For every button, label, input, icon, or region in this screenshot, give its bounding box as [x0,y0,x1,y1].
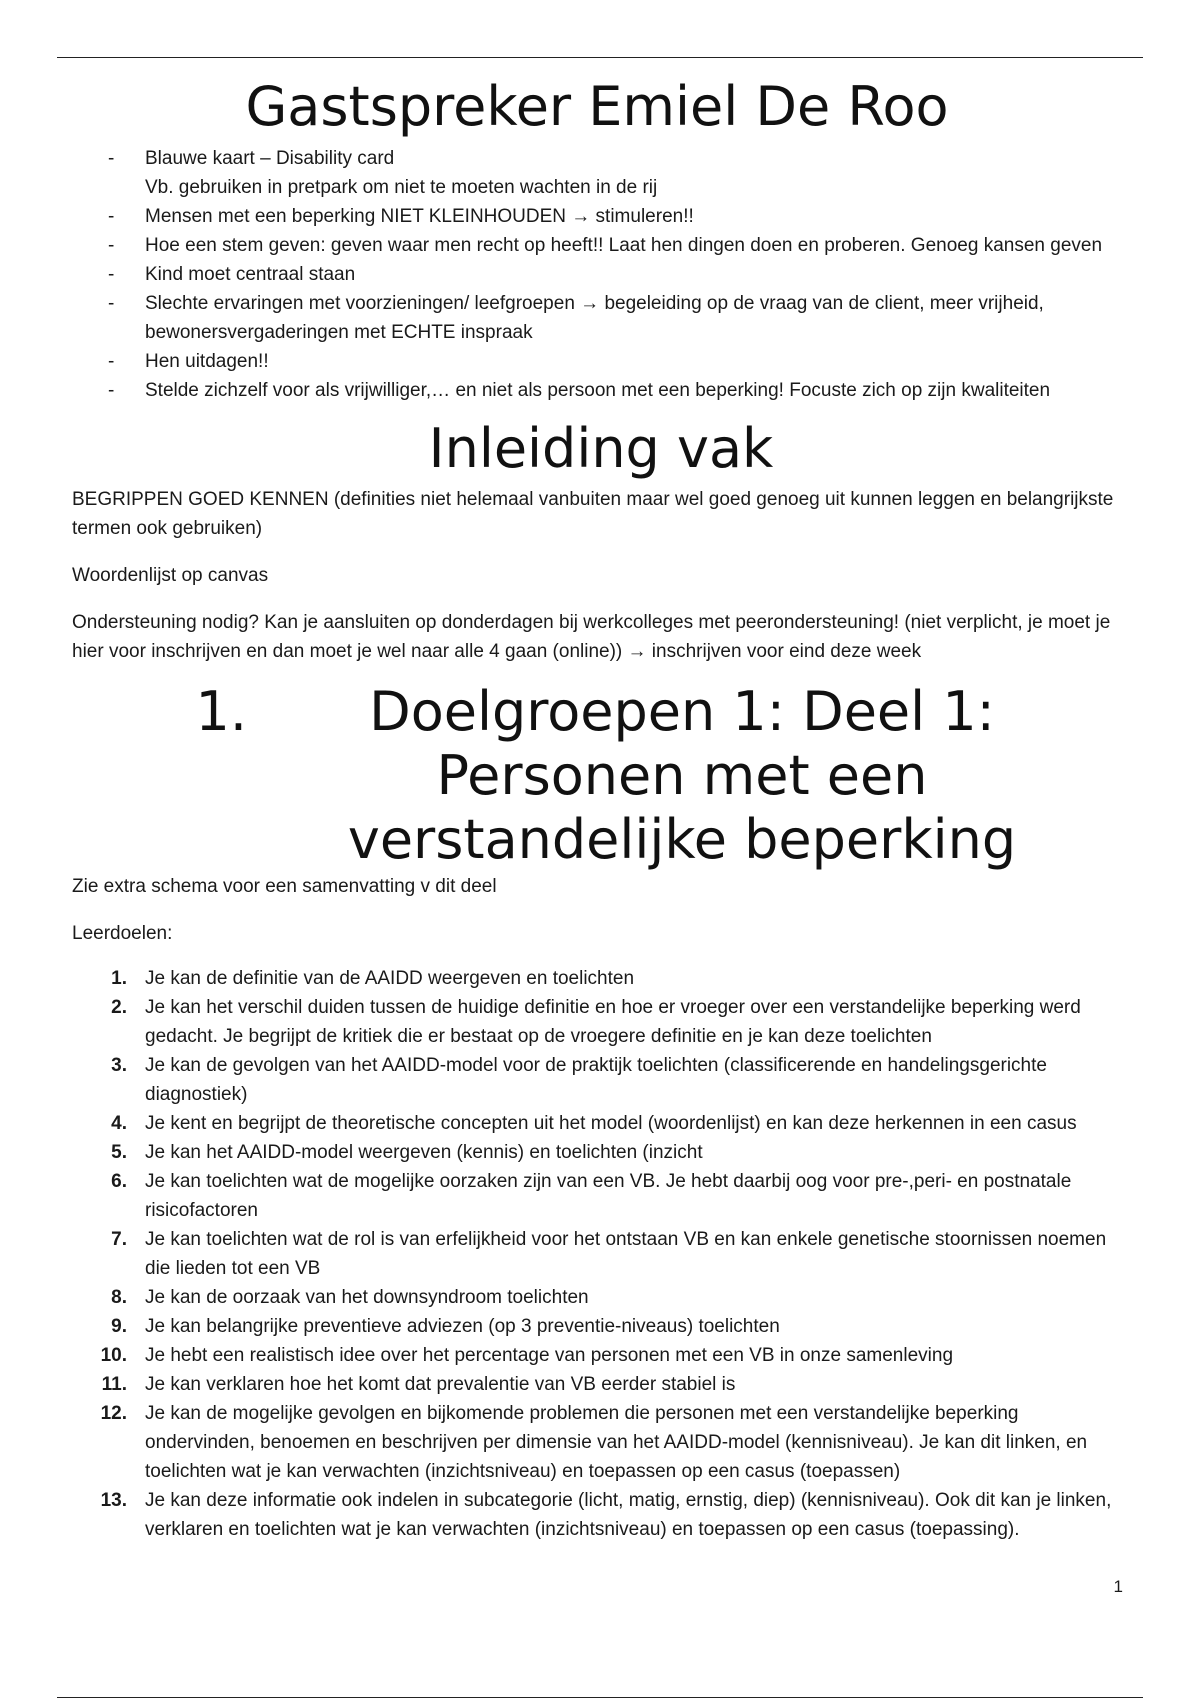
goal-item: 3. Je kan de gevolgen van het AAIDD-model voor de praktijk toelichten (classificerende en handelingsgerichte diagnostiek) [111,1055,1047,1105]
paragraph-woordenlijst: Woordenlijst op canvas [72,565,269,586]
goal-item: 5. Je kan het AAIDD-model weergeven (kennis) en toelichten (inzicht [111,1142,703,1163]
goal-item: 9. Je kan belangrijke preventieve adviezen (op 3 preventie-niveaus) toelichten [111,1316,780,1337]
bullet-item: - Blauwe kaart – Disability card Vb. gebruiken in pretpark om niet te moeten wachten in de rij [72,144,1130,202]
paragraph-ondersteuning: Ondersteuning nodig? Kan je aansluiten op donderdagen bij werkcolleges met peerondersteuning! (niet verplicht, je moet je hier voor inschrijven en dan moet je wel naar alle 4 gaan (online)) → inschrijven voor eind deze week [72,612,1111,662]
goal-item: 12. Je kan de mogelijke gevolgen en bijkomende problemen die personen met een verstandelijke beperking ondervinden, benoemen en beschrijven per dimensie van het AAIDD-model (kennisniveau). Je kan dit linken, en toelichten wat je kan verwachten (inzichtsniveau) en toepassen op een casus (toepassen) [100,1403,1088,1482]
goal-item: 11. Je kan verklaren hoe het komt dat prevalentie van VB eerder stabiel is [101,1374,736,1395]
goal-item: 6. Je kan toelichten wat de mogelijke oorzaken zijn van een VB. Je hebt daarbij oog voor pre-,peri- en postnatale risicofactoren [111,1171,1072,1221]
goal-item: 7. Je kan toelichten wat de rol is van erfelijkheid voor het ontstaan VB en kan enkele genetische stoornissen noemen die lieden tot een VB [111,1229,1107,1279]
bullet-item: - Stelde zichzelf voor als vrijwilliger,… en niet als persoon met een beperking! Focuste zich op zijn kwaliteiten [72,376,1130,405]
document-page [72,70,1130,1544]
paragraph-intro: Zie extra schema voor een samenvatting v dit deel [72,876,497,897]
leerdoelen-label: Leerdoelen: [72,923,173,944]
page-number: 1 [1113,1577,1123,1596]
bullet-item: - Mensen met een beperking NIET KLEINHOUDEN → stimuleren!! [72,202,1130,231]
bullet-item: - Hoe een stem geven: geven waar men recht op heeft!! Laat hen dingen doen en proberen. Genoeg kansen geven [72,231,1130,260]
goal-item: 13. Je kan deze informatie ook indelen in subcategorie (licht, matig, ernstig, diep) (kennisniveau). Ook dit kan je linken, verklaren en toelichten wat je kan verwachten (inzichtsniveau) en toepassen op een casus (toepassing). [100,1490,1112,1540]
bottom-rule [57,1697,1143,1698]
heading-text: Doelgroepen 1: Deel 1: Personen met een verstandelijke beperking [347,680,1017,871]
goal-item: 1. Je kan de definitie van de AAIDD weergeven en toelichten [111,968,635,989]
speaker-bullet-list [72,144,1130,405]
heading-inleiding-vak: Inleiding vak [428,417,774,480]
top-rule [57,57,1143,58]
goal-item: 8. Je kan de oorzaak van het downsyndroom toelichten [111,1287,589,1308]
heading-doelgroepen [72,680,1130,872]
goal-item: 4. Je kent en begrijpt de theoretische concepten uit het model (woordenlijst) en kan deze herkennen in een casus [111,1113,1077,1134]
goal-item: 10. Je hebt een realistisch idee over het percentage van personen met een VB in onze samenleving [100,1345,954,1366]
goal-item: 2. Je kan het verschil duiden tussen de huidige definitie en hoe er vroeger over een verstandelijke beperking werd gedacht. Je begrijpt de kritiek die er bestaat op de vroegere definitie en je kan deze toelichten [111,997,1081,1047]
heading-number: 1. [195,680,247,743]
bullet-item: - Hen uitdagen!! [72,347,1130,376]
paragraph-begrippen: BEGRIPPEN GOED KENNEN (definities niet helemaal vanbuiten maar wel goed genoeg uit kunnen leggen en belangrijkste termen ook gebruiken) [72,489,1114,539]
bullet-item: - Slechte ervaringen met voorzieningen/ leefgroepen → begeleiding op de vraag van de client, meer vrijheid, bewonersvergaderingen met ECHTE inspraak [72,289,1130,347]
leerdoelen-list [72,964,1130,1544]
heading-gastspreker: Gastspreker Emiel De Roo [245,75,949,138]
bullet-item: - Kind moet centraal staan [72,260,1130,289]
